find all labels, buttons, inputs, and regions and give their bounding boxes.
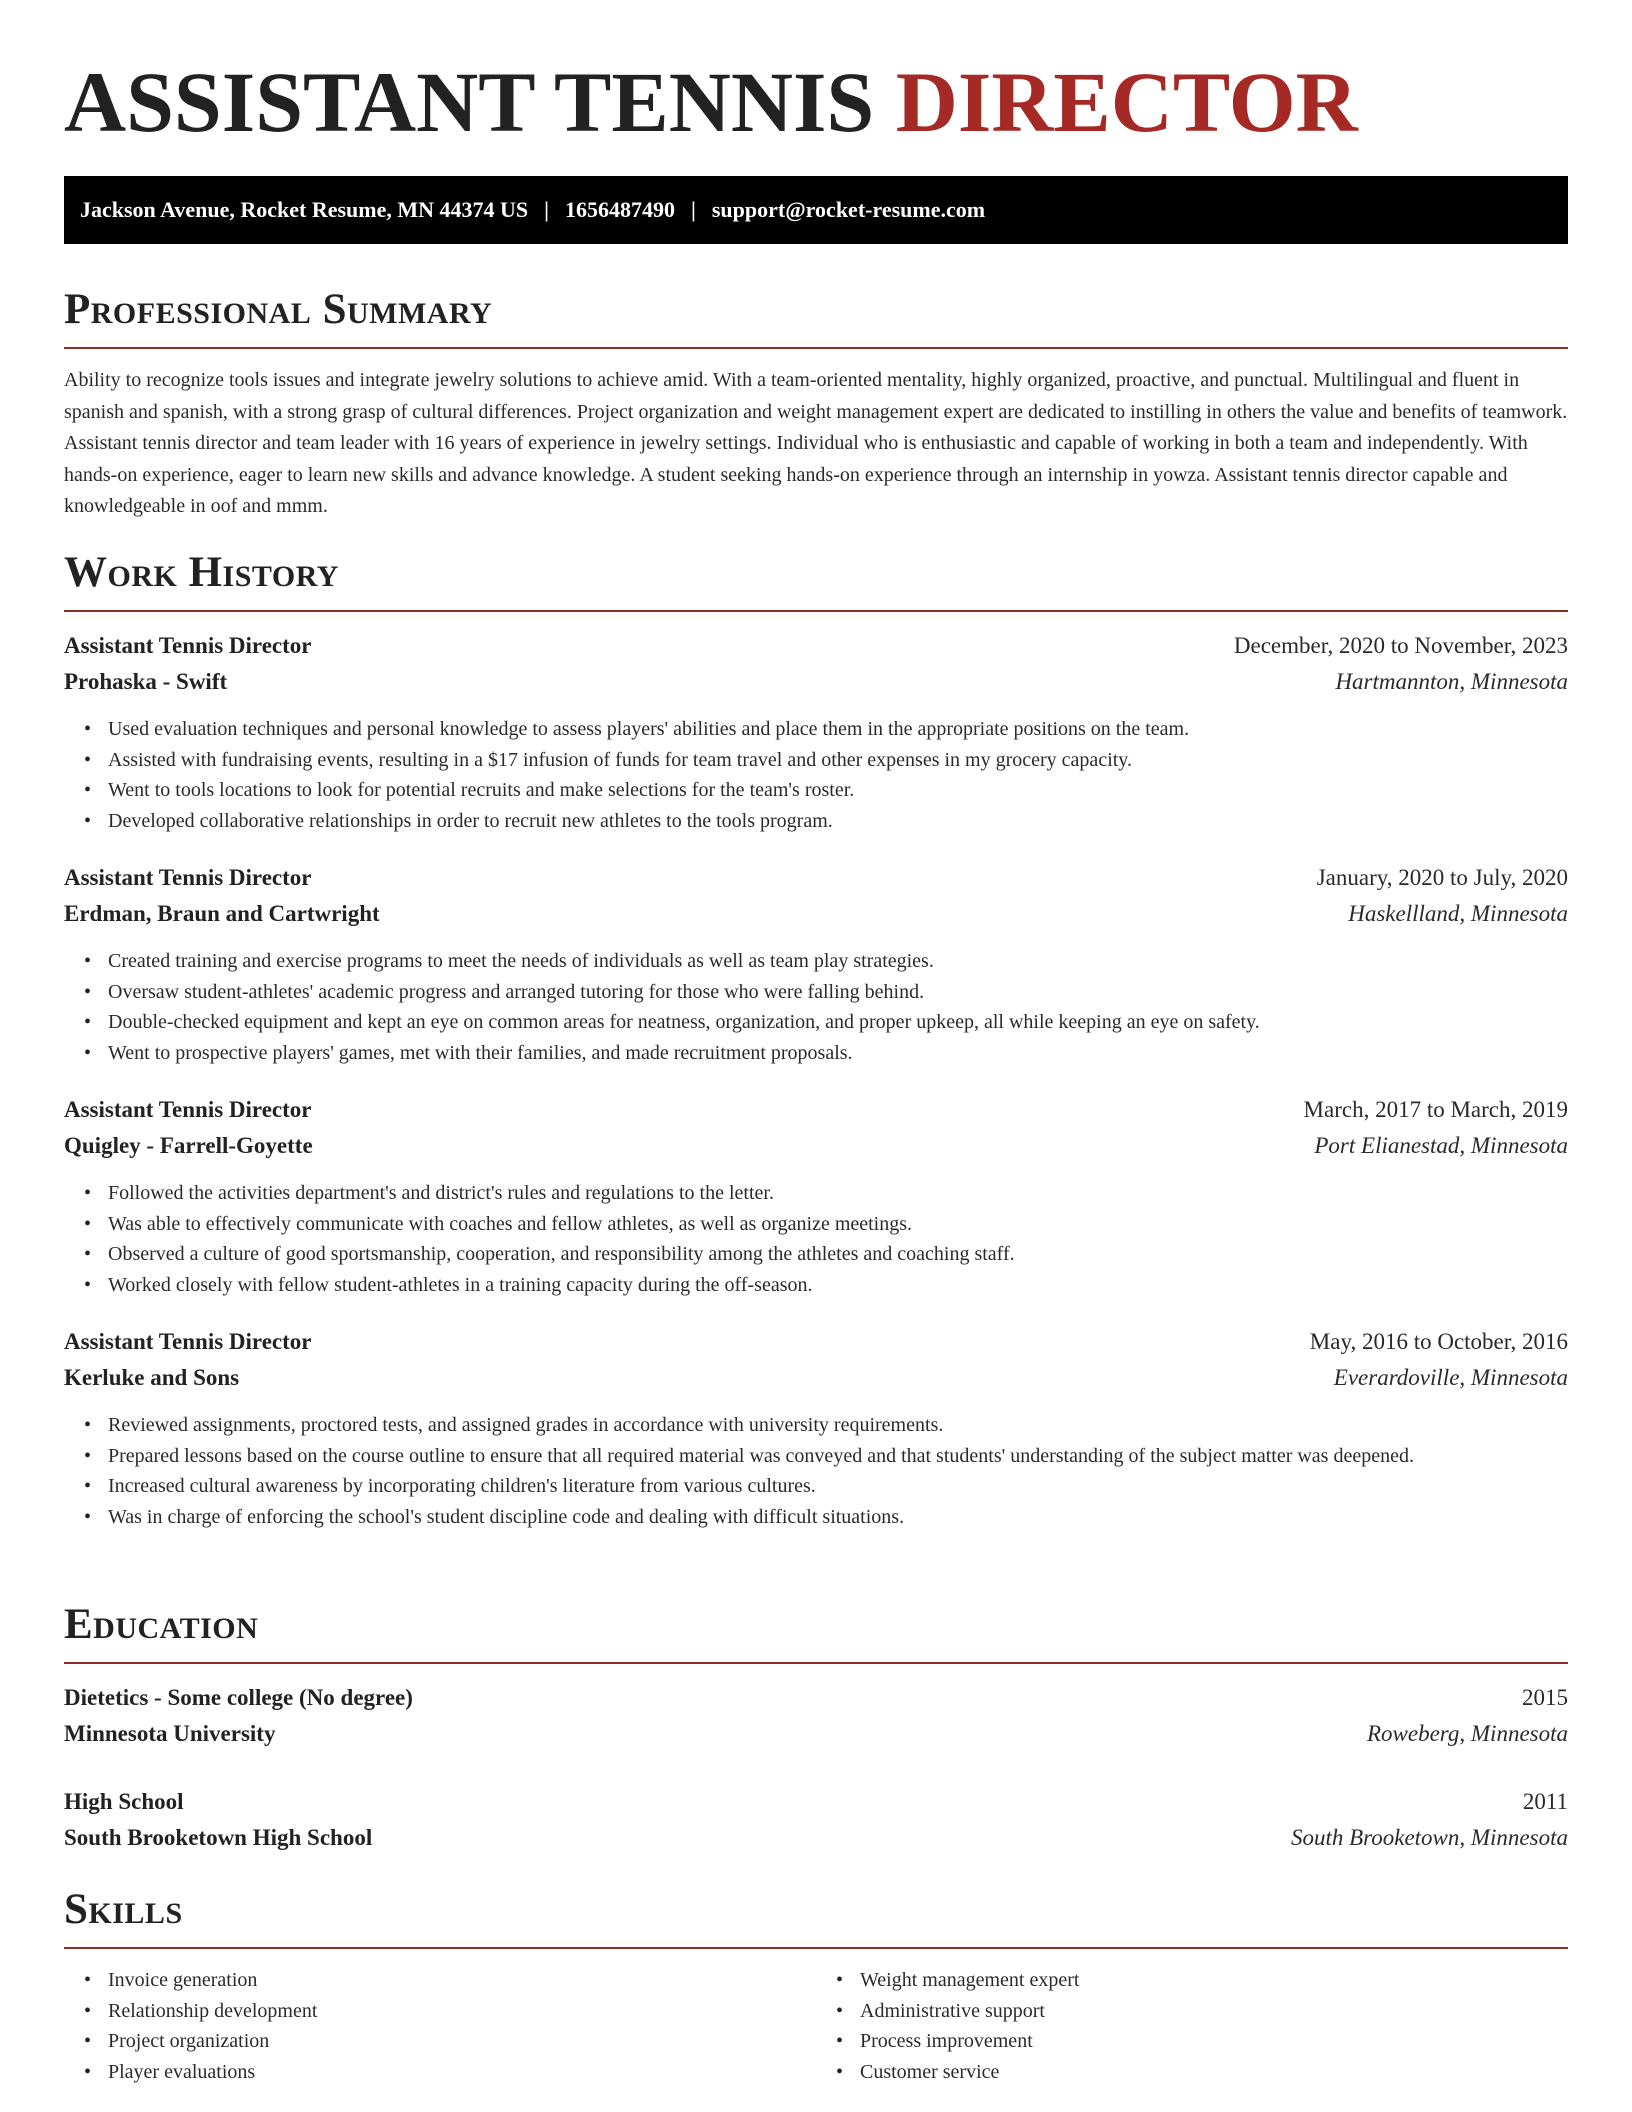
job-company-row	[64, 664, 1568, 700]
skill-item: • Relationship development	[84, 1996, 816, 2027]
education-degree: Dietetics - Some college (No degree)	[64, 1685, 413, 1710]
job-company-row	[64, 1360, 1568, 1396]
job-bullet: • Assisted with fundraising events, resulting in a $17 infusion of funds for team travel and other expenses in my grocery capacity.	[84, 745, 1568, 776]
job-bullet: • Was in charge of enforcing the school's student discipline code and dealing with difficult situations.	[84, 1502, 1568, 1533]
education-section	[64, 1600, 1568, 1856]
education-degree-row	[64, 1784, 1568, 1820]
job-bullet: • Developed collaborative relationships in order to recruit new athletes to the tools program.	[84, 806, 1568, 837]
summary-text: Ability to recognize tools issues and integrate jewelry solutions to achieve amid. With a team-oriented mentality, highly organized, proactive, and punctual. Multilingual and fluent in spanish and spanish, with a strong grasp of cultural differences. Project organization and weight management expert are dedicated to instilling in others the value and benefits of teamwork. Assistant tennis director and team leader with 16 years of experience in jewelry settings. Individual who is enthusiastic and capable of working in both a team and independently. With hands-on experience, eager to learn new skills and advance knowledge. A student seeking hands-on experience through an internship in yowza. Assistant tennis director capable and knowledgeable in oof and mmm.	[64, 369, 1568, 517]
education-year: 2015	[1522, 1685, 1568, 1710]
job-company: Kerluke and Sons	[64, 1365, 240, 1390]
contact-bar	[64, 176, 1568, 244]
job-dates: May, 2016 to October, 2016	[1309, 1329, 1568, 1354]
job-bullet: • Reviewed assignments, proctored tests, and assigned grades in accordance with university requirements.	[84, 1410, 1568, 1441]
contact-phone: 1656487490	[565, 197, 675, 222]
job-bullets	[64, 946, 1568, 1068]
job-title-row	[64, 1324, 1568, 1360]
education-school: South Brooketown High School	[64, 1825, 373, 1850]
skills-section	[64, 1885, 1568, 2087]
job-bullet: • Used evaluation techniques and personal knowledge to assess players' abilities and place them in the appropriate positions on the team.	[84, 714, 1568, 745]
education-location: South Brooketown, Minnesota	[1290, 1825, 1568, 1850]
job-bullet: • Went to tools locations to look for potential recruits and make selections for the team's roster.	[84, 775, 1568, 806]
job-bullet: • Created training and exercise programs to meet the needs of individuals as well as team play strategies.	[84, 946, 1568, 977]
job-title-row	[64, 1092, 1568, 1128]
contact-email: support@rocket-resume.com	[711, 197, 986, 222]
education-degree: High School	[64, 1789, 184, 1814]
job-entry	[64, 860, 1568, 1068]
work-history-section	[64, 548, 1568, 1532]
job-company: Prohaska - Swift	[64, 669, 228, 694]
education-year: 2011	[1522, 1789, 1568, 1814]
job-location: Haskellland, Minnesota	[1348, 901, 1568, 926]
skill-item: • Project organization	[84, 2026, 816, 2057]
job-bullet: • Worked closely with fellow student-athletes in a training capacity during the off-season.	[84, 1270, 1568, 1301]
job-bullets	[64, 714, 1568, 836]
education-degree-row	[64, 1680, 1568, 1716]
job-bullet: • Went to prospective players' games, met with their families, and made recruitment proposals.	[84, 1038, 1568, 1069]
job-bullet: • Prepared lessons based on the course outline to ensure that all required material was conveyed and that students' understanding of the subject matter was deepened.	[84, 1441, 1568, 1472]
job-location: Everardoville, Minnesota	[1333, 1365, 1568, 1390]
job-location: Port Elianestad, Minnesota	[1314, 1133, 1568, 1158]
education-location: Roweberg, Minnesota	[1366, 1721, 1568, 1746]
skill-item: • Weight management expert	[836, 1965, 1568, 1996]
education-entry	[64, 1680, 1568, 1752]
job-list	[64, 628, 1568, 1532]
job-dates: March, 2017 to March, 2019	[1303, 1097, 1568, 1122]
job-title: Assistant Tennis Director	[64, 1097, 312, 1122]
title-accent: DIRECTOR	[895, 54, 1358, 150]
job-entry	[64, 1092, 1568, 1300]
job-bullet: • Observed a culture of good sportsmanship, cooperation, and responsibility among the athletes and coaching staff.	[84, 1239, 1568, 1270]
section-divider	[64, 1662, 1568, 1664]
skills-list-right	[816, 1965, 1568, 2087]
section-heading: Skills	[64, 1886, 183, 1933]
job-company-row	[64, 896, 1568, 932]
title-main: ASSISTANT TENNIS	[64, 54, 896, 150]
contact-separator: |	[691, 197, 696, 222]
summary-section	[64, 285, 1568, 523]
job-company-row	[64, 1128, 1568, 1164]
skills-columns	[64, 1965, 1568, 2087]
job-company: Quigley - Farrell-Goyette	[64, 1133, 313, 1158]
job-bullets	[64, 1178, 1568, 1300]
job-dates: December, 2020 to November, 2023	[1233, 633, 1568, 658]
education-school: Minnesota University	[64, 1721, 276, 1746]
job-title-row	[64, 628, 1568, 664]
job-title: Assistant Tennis Director	[64, 865, 312, 890]
education-school-row	[64, 1716, 1568, 1752]
job-bullet: • Was able to effectively communicate with coaches and fellow athletes, as well as organize meetings.	[84, 1209, 1568, 1240]
job-location: Hartmannton, Minnesota	[1335, 669, 1568, 694]
job-title: Assistant Tennis Director	[64, 633, 312, 658]
skill-item: • Player evaluations	[84, 2057, 816, 2088]
job-bullet: • Oversaw student-athletes' academic progress and arranged tutoring for those who were falling behind.	[84, 977, 1568, 1008]
job-entry	[64, 628, 1568, 836]
section-divider	[64, 1947, 1568, 1949]
job-entry	[64, 1324, 1568, 1532]
section-heading: Education	[64, 1601, 259, 1648]
contact-separator: |	[544, 197, 549, 222]
skill-item: • Process improvement	[836, 2026, 1568, 2057]
skills-list-left	[64, 1965, 816, 2087]
skill-item: • Customer service	[836, 2057, 1568, 2088]
job-company: Erdman, Braun and Cartwright	[64, 901, 380, 926]
job-title-row	[64, 860, 1568, 896]
job-title: Assistant Tennis Director	[64, 1329, 312, 1354]
education-entry	[64, 1784, 1568, 1856]
skill-item: • Invoice generation	[84, 1965, 816, 1996]
job-bullet: • Increased cultural awareness by incorporating children's literature from various cultures.	[84, 1471, 1568, 1502]
section-heading: Work History	[64, 549, 339, 596]
skill-item: • Administrative support	[836, 1996, 1568, 2027]
section-heading: Professional Summary	[64, 286, 493, 333]
section-divider	[64, 610, 1568, 612]
job-bullets	[64, 1410, 1568, 1532]
section-divider	[64, 347, 1568, 349]
job-bullet: • Followed the activities department's and district's rules and regulations to the letter.	[84, 1178, 1568, 1209]
resume-title	[64, 52, 1358, 152]
education-list	[64, 1680, 1568, 1856]
education-school-row	[64, 1820, 1568, 1856]
job-dates: January, 2020 to July, 2020	[1316, 865, 1568, 890]
job-bullet: • Double-checked equipment and kept an eye on common areas for neatness, organization, and proper upkeep, all while keeping an eye on safety.	[84, 1007, 1568, 1038]
contact-address: Jackson Avenue, Rocket Resume, MN 44374 US	[80, 197, 529, 222]
